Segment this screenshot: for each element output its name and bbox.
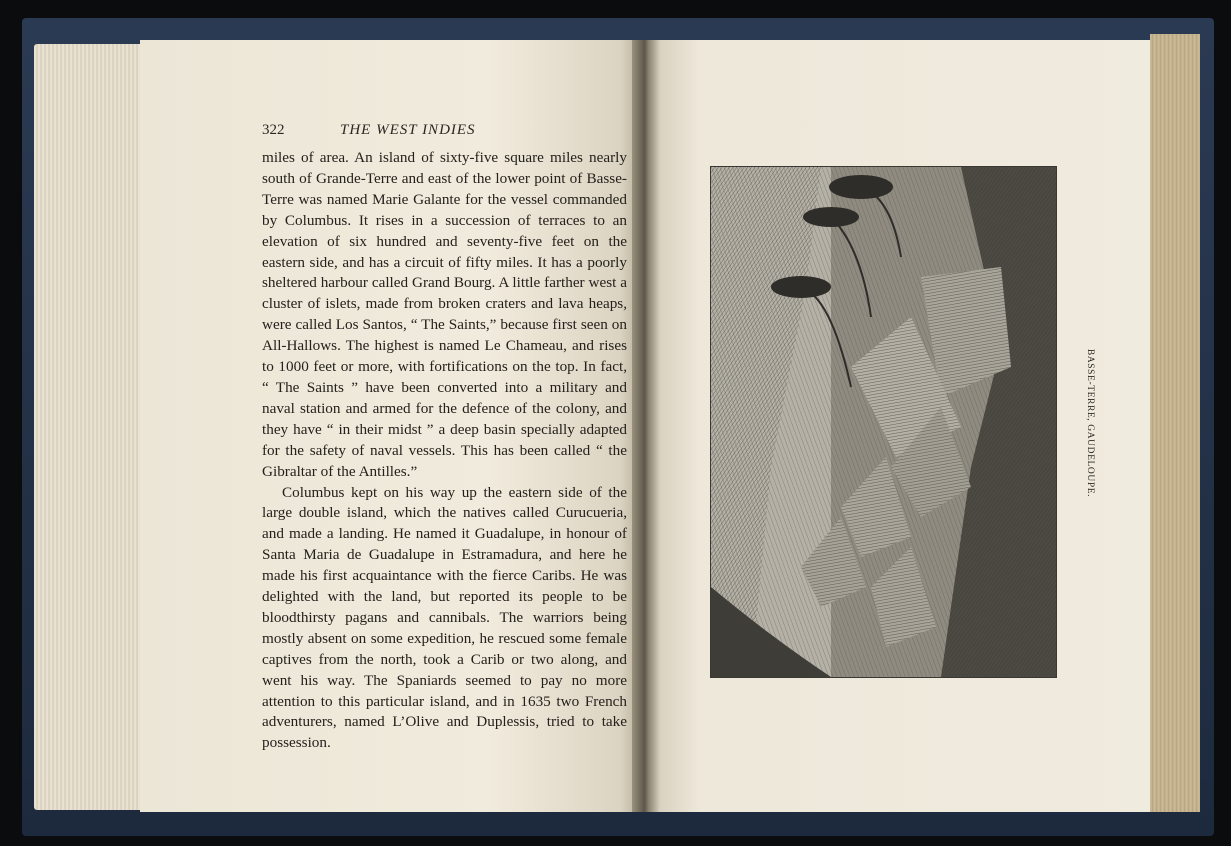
book-gutter bbox=[632, 40, 660, 812]
left-page-edges bbox=[34, 44, 154, 810]
right-page-edges bbox=[1150, 34, 1200, 812]
running-title: THE WEST INDIES bbox=[340, 122, 476, 138]
body-text bbox=[262, 148, 627, 754]
plate-caption: BASSE-TERRE, GAUDELOUPE. bbox=[1085, 348, 1095, 498]
paragraph-1: miles of area. An island of sixty-five square miles nearly south of Grande-Terre and east of the lower point of Basse-Terre was named Marie Galante for the vessel commanded by Columbus. It rises in a succession of terraces to an elevation of six hundred and seventy-five feet on the eastern side, and has a circuit of fifty miles. It has a poorly sheltered harbour called Grand Bourg. A little farther west a cluster of islets, made from broken craters and lava heaps, were called Los Santos, “ The Saints,” because first seen on All-Hallows. The highest is named Le Chameau, and rises to 1000 feet or more, with fortifications on the top. In fact, “ The Saints ” have been converted into a military and naval station and armed for the defence of the colony, and they have “ in their midst ” a deep basin specially adapted for the safety of naval vessels. This has been called “ the Gibraltar of the Antilles.” bbox=[262, 149, 627, 480]
village-engraving-illustration bbox=[711, 167, 1056, 677]
page-number: 322 bbox=[262, 122, 285, 138]
paragraph-2: Columbus kept on his way up the eastern side of the large double island, which the natives called Curucueria, and made a landing. He named it Guadalupe, in honour of Santa Maria de Guadalupe in Estramadura, and here he made his first acquaintance with the fierce Caribs. He was delighted with the land, but reported its people to be bloodthirsty pagans and cannibals. The warriors being mostly absent on some expedition, he rescued some female captives from the north, took a Carib or two along, and went his way. The Spaniards seemed to pay no more attention to this particular island, and in 1635 two French adventurers, named L’Olive and Duplessis, tried to take possession. bbox=[262, 483, 627, 752]
engraving-plate bbox=[710, 166, 1057, 678]
plate-caption-container bbox=[1078, 330, 1102, 530]
